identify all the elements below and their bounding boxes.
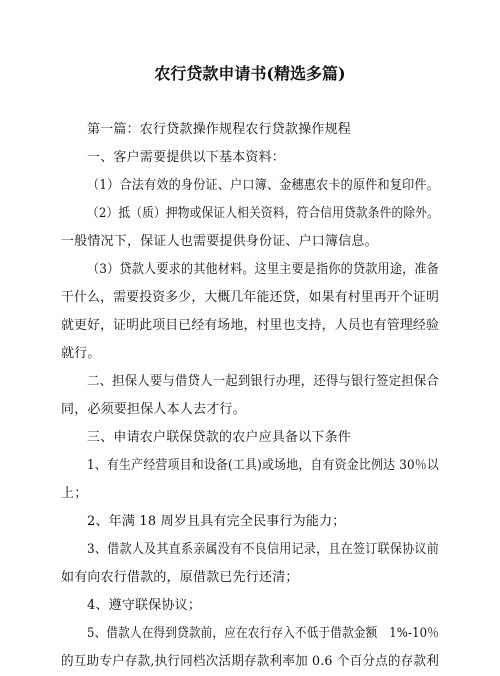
text-line: 就更好，证明此项目已经有场地，村里也支持，人员也有管理经验 xyxy=(61,318,439,333)
text-line: 1、有生产经营项目和设备(工具)或场地，自有资金比例达 30％以 xyxy=(87,458,439,473)
text-line: （3）贷款人要求的其他材料。这里主要是指你的贷款用途，准备 xyxy=(87,262,439,277)
document-title: 农行贷款申请书(精选多篇) xyxy=(154,64,346,83)
text-line: 二、担保人要与借贷人一起到银行办理，还得与银行签定担保合 xyxy=(87,374,439,389)
text-line: 三、申请农户联保贷款的农户应具备以下条件 xyxy=(87,430,352,445)
text-line: 一、客户需要提供以下基本资料： xyxy=(87,150,286,165)
text-line: 第一篇：农行贷款操作规程农行贷款操作规程 xyxy=(87,122,352,137)
text-line: （2）抵（质）押物或保证人相关资料，符合信用贷款条件的除外。 xyxy=(87,206,439,221)
text-line: 同，必须要担保人本人去才行。 xyxy=(61,402,246,417)
text-line: 上； xyxy=(61,486,88,501)
document-body xyxy=(61,116,439,676)
text-line: 4、遵守联保协议； xyxy=(87,598,202,613)
text-line: （1）合法有效的身份证、户口簿、金穗惠农卡的原件和复印件。 xyxy=(87,178,439,193)
text-line: 2、年满 18 周岁且具有完全民事行为能力； xyxy=(87,514,346,529)
text-line: 的互助专户存款,执行同档次活期存款利率加 0.6 个百分点的存款利 xyxy=(61,654,439,669)
text-line: 5、借款人在得到贷款前，应在农行存入不低于借款金额 1%-10％ xyxy=(87,626,439,641)
text-line: 干什么，需要投资多少，大概几年能还贷，如果有村里再开个证明 xyxy=(61,290,439,305)
text-line: 一般情况下，保证人也需要提供身份证、户口簿信息。 xyxy=(61,234,378,249)
text-line: 3、借款人及其直系亲属没有不良信用记录，且在签订联保协议前 xyxy=(87,542,439,557)
text-line: 就行。 xyxy=(61,346,101,361)
text-line: 如有向农行借款的，原借款已先行还清； xyxy=(61,570,299,585)
